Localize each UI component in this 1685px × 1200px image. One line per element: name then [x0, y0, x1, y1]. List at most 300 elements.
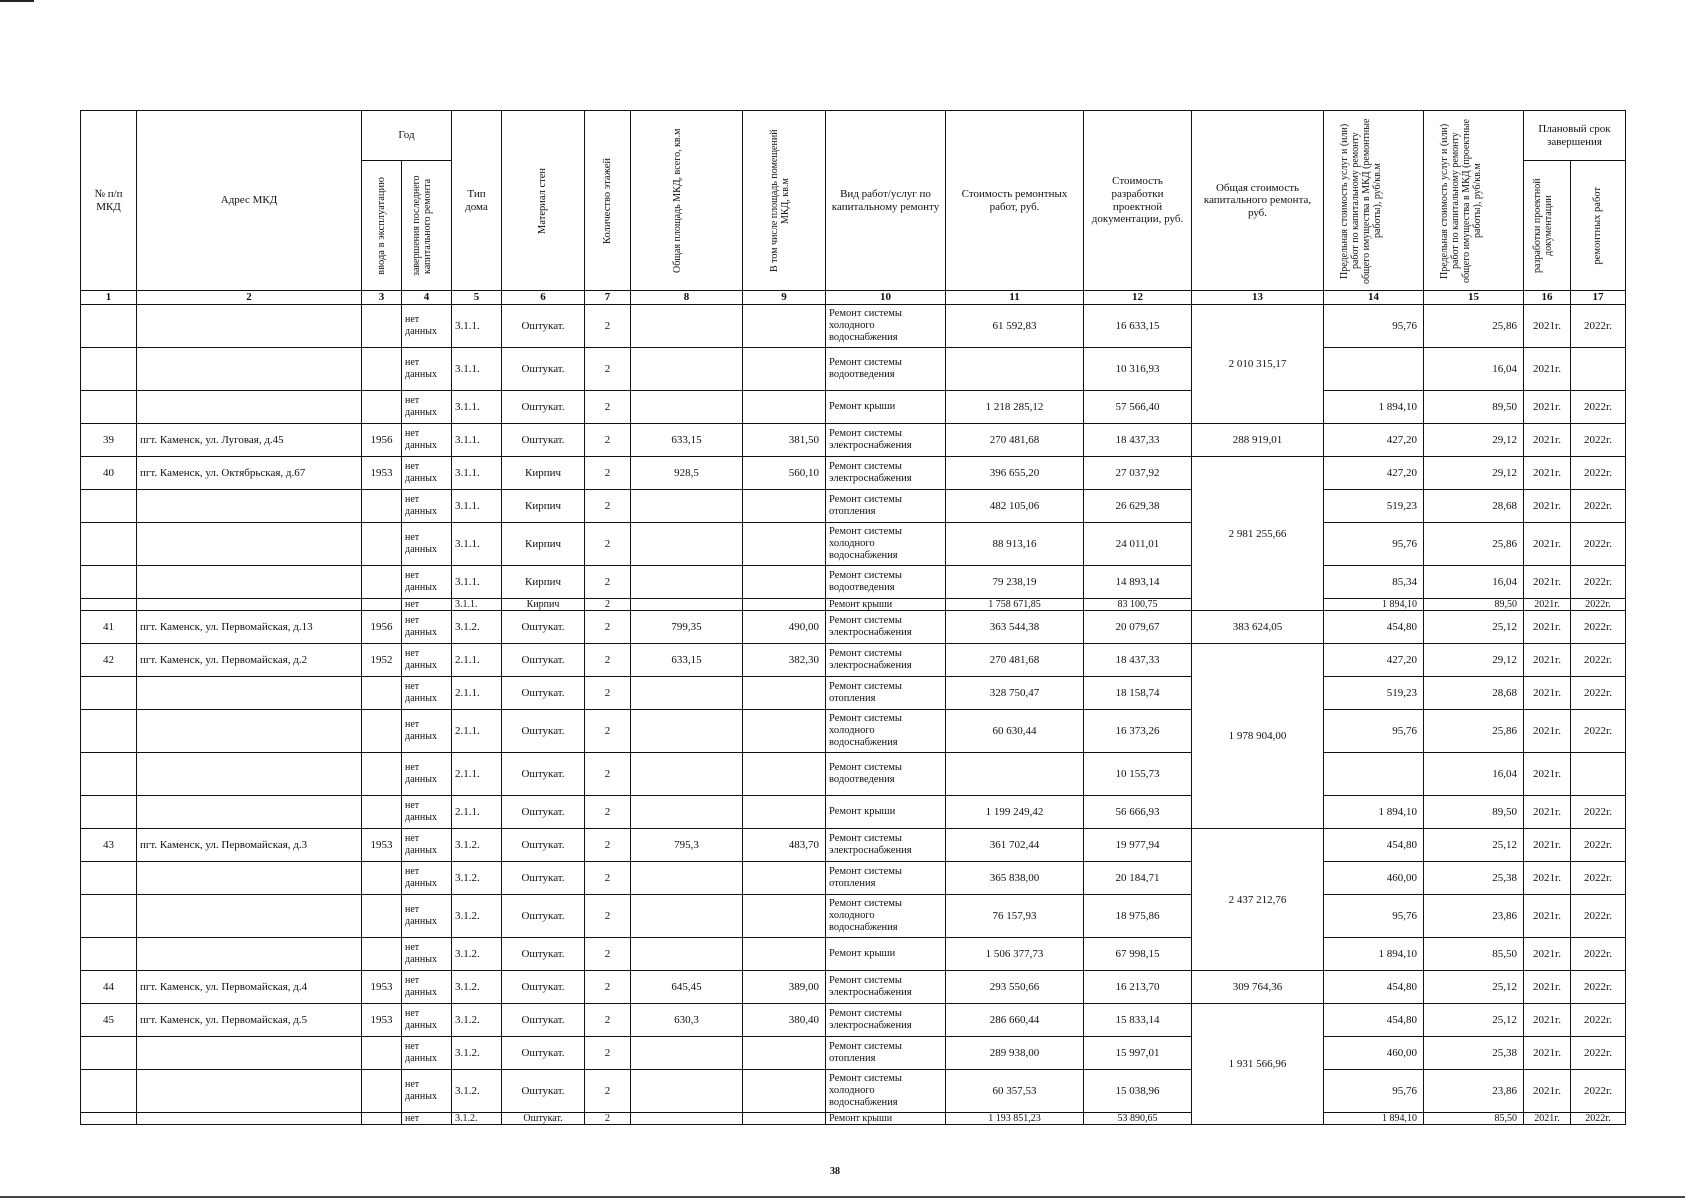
table-row	[81, 457, 1626, 490]
cell-premises-area	[743, 566, 826, 599]
cell-wall-material: Оштукат.	[502, 305, 585, 348]
cell-deadline-design: 2021г.	[1524, 305, 1571, 348]
cell-design-cost: 56 666,93	[1084, 796, 1192, 829]
cell-limit-design: 25,86	[1424, 710, 1524, 753]
cell-year-last-repair: нет данных	[402, 457, 452, 490]
cell-deadline-repair: 2022г.	[1571, 862, 1626, 895]
table-row	[81, 424, 1626, 457]
cell-house-type: 3.1.2.	[452, 1113, 502, 1125]
cell-mkd-number	[81, 1037, 137, 1070]
cell-house-type: 3.1.2.	[452, 1070, 502, 1113]
cell-limit-design: 25,12	[1424, 829, 1524, 862]
cell-house-type: 2.1.1.	[452, 796, 502, 829]
table-row	[81, 677, 1626, 710]
header-wall-material-text: Материал стен	[537, 167, 549, 234]
cell-repair-cost: 1 199 249,42	[946, 796, 1084, 829]
cell-repair-cost: 1 506 377,73	[946, 938, 1084, 971]
cell-total-area	[631, 490, 743, 523]
cell-floors: 2	[585, 1113, 631, 1125]
cell-house-type: 2.1.1.	[452, 753, 502, 796]
cell-premises-area	[743, 677, 826, 710]
cell-mkd-number	[81, 523, 137, 566]
cell-limit-repair: 427,20	[1324, 644, 1424, 677]
cell-limit-repair: 95,76	[1324, 710, 1424, 753]
cell-repair-cost: 396 655,20	[946, 457, 1084, 490]
cell-limit-design: 28,68	[1424, 677, 1524, 710]
table-row	[81, 796, 1626, 829]
cell-mkd-number: 41	[81, 611, 137, 644]
cell-repair-cost: 482 105,06	[946, 490, 1084, 523]
cell-wall-material: Оштукат.	[502, 1070, 585, 1113]
column-number: 8	[631, 291, 743, 305]
cell-total-area: 795,3	[631, 829, 743, 862]
cell-deadline-design: 2021г.	[1524, 599, 1571, 611]
cell-address: пгт. Каменск, ул. Первомайская, д.5	[137, 1004, 362, 1037]
cell-total-cost: 1 978 904,00	[1192, 644, 1324, 829]
table-row	[81, 753, 1626, 796]
column-numbers-row	[81, 291, 1626, 305]
cell-work-type: Ремонт системы электроснабжения	[826, 1004, 946, 1037]
cell-year-last-repair: нет данных	[402, 611, 452, 644]
cell-year-entry	[362, 677, 402, 710]
cell-limit-design: 85,50	[1424, 1113, 1524, 1125]
cell-mkd-number: 43	[81, 829, 137, 862]
cell-deadline-repair: 2022г.	[1571, 1113, 1626, 1125]
cell-floors: 2	[585, 348, 631, 391]
column-number: 12	[1084, 291, 1192, 305]
cell-mkd-number	[81, 938, 137, 971]
cell-limit-repair: 1 894,10	[1324, 796, 1424, 829]
cell-deadline-repair: 2022г.	[1571, 895, 1626, 938]
cell-deadline-design: 2021г.	[1524, 523, 1571, 566]
cell-limit-design: 28,68	[1424, 490, 1524, 523]
cell-wall-material: Оштукат.	[502, 1037, 585, 1070]
cell-address	[137, 796, 362, 829]
cell-address	[137, 348, 362, 391]
cell-work-type: Ремонт системы холодного водоснабжения	[826, 710, 946, 753]
cell-year-entry	[362, 1070, 402, 1113]
cell-limit-repair: 1 894,10	[1324, 599, 1424, 611]
cell-wall-material: Оштукат.	[502, 895, 585, 938]
cell-floors: 2	[585, 644, 631, 677]
cell-floors: 2	[585, 895, 631, 938]
cell-total-area	[631, 1037, 743, 1070]
cell-design-cost: 27 037,92	[1084, 457, 1192, 490]
table-row	[81, 710, 1626, 753]
cell-wall-material: Оштукат.	[502, 391, 585, 424]
cell-limit-design: 25,12	[1424, 971, 1524, 1004]
cell-house-type: 3.1.1.	[452, 523, 502, 566]
cell-limit-design: 23,86	[1424, 895, 1524, 938]
cell-mkd-number	[81, 348, 137, 391]
cell-house-type: 3.1.2.	[452, 1004, 502, 1037]
cell-house-type: 3.1.2.	[452, 611, 502, 644]
cell-repair-cost: 289 938,00	[946, 1037, 1084, 1070]
cell-repair-cost: 365 838,00	[946, 862, 1084, 895]
cell-design-cost: 19 977,94	[1084, 829, 1192, 862]
cell-deadline-repair: 2022г.	[1571, 424, 1626, 457]
cell-premises-area: 389,00	[743, 971, 826, 1004]
cell-house-type: 3.1.1.	[452, 348, 502, 391]
cell-deadline-design: 2021г.	[1524, 611, 1571, 644]
cell-premises-area	[743, 753, 826, 796]
cell-limit-repair: 1 894,10	[1324, 391, 1424, 424]
cell-premises-area	[743, 938, 826, 971]
cell-house-type: 3.1.1.	[452, 566, 502, 599]
cell-repair-cost: 1 218 285,12	[946, 391, 1084, 424]
cell-design-cost: 15 833,14	[1084, 1004, 1192, 1037]
cell-wall-material: Оштукат.	[502, 348, 585, 391]
cell-wall-material: Кирпич	[502, 566, 585, 599]
cell-limit-design: 29,12	[1424, 457, 1524, 490]
cell-house-type: 3.1.2.	[452, 862, 502, 895]
cell-deadline-repair: 2022г.	[1571, 796, 1626, 829]
header-deadline-design-text: разработки проектной документации	[1532, 178, 1554, 273]
cell-limit-repair: 454,80	[1324, 1004, 1424, 1037]
column-number: 13	[1192, 291, 1324, 305]
cell-floors: 2	[585, 710, 631, 753]
cell-floors: 2	[585, 1004, 631, 1037]
table-row	[81, 1070, 1626, 1113]
cell-year-last-repair: нет данных	[402, 710, 452, 753]
cell-address	[137, 1037, 362, 1070]
cell-total-cost: 288 919,01	[1192, 424, 1324, 457]
cell-work-type: Ремонт крыши	[826, 1113, 946, 1125]
cell-year-entry	[362, 1037, 402, 1070]
header-deadline-repair-text: ремонтных работ	[1592, 186, 1604, 265]
header-total-area	[631, 111, 743, 291]
cell-house-type: 3.1.1.	[452, 457, 502, 490]
cell-design-cost: 20 184,71	[1084, 862, 1192, 895]
cell-wall-material: Оштукат.	[502, 753, 585, 796]
cell-year-entry	[362, 348, 402, 391]
cell-mkd-number	[81, 895, 137, 938]
header-total-area-text: Общая площадь МКД, всего, кв.м	[671, 128, 683, 273]
cell-address: пгт. Каменск, ул. Первомайская, д.2	[137, 644, 362, 677]
cell-design-cost: 15 038,96	[1084, 1070, 1192, 1113]
cell-year-last-repair: нет данных	[402, 938, 452, 971]
cell-deadline-repair: 2022г.	[1571, 611, 1626, 644]
cell-wall-material: Кирпич	[502, 490, 585, 523]
column-number: 1	[81, 291, 137, 305]
cell-work-type: Ремонт крыши	[826, 796, 946, 829]
header-deadline-repair	[1571, 161, 1626, 291]
cell-deadline-repair	[1571, 348, 1626, 391]
cell-deadline-repair: 2022г.	[1571, 710, 1626, 753]
cell-limit-repair: 454,80	[1324, 611, 1424, 644]
table-row	[81, 566, 1626, 599]
cell-house-type: 3.1.1.	[452, 391, 502, 424]
header-limit-design	[1424, 111, 1524, 291]
cell-total-cost: 1 931 566,96	[1192, 1004, 1324, 1125]
cell-design-cost: 26 629,38	[1084, 490, 1192, 523]
cell-floors: 2	[585, 829, 631, 862]
cell-limit-repair: 460,00	[1324, 862, 1424, 895]
cell-premises-area	[743, 862, 826, 895]
cell-year-last-repair: нет данных	[402, 348, 452, 391]
cell-mkd-number: 40	[81, 457, 137, 490]
header-repair-cost: Стоимость ремонтных работ, руб.	[946, 111, 1084, 291]
cell-wall-material: Оштукат.	[502, 862, 585, 895]
cell-limit-design: 16,04	[1424, 348, 1524, 391]
header-limit-design-text: Предельная стоимость услуг и (или) работ по капитальному ремонту общего имущества в МКД (проектные работы), руб/кв.м	[1438, 118, 1483, 283]
cell-address	[137, 391, 362, 424]
cell-year-entry: 1953	[362, 829, 402, 862]
header-work-type: Вид работ/услуг по капитальному ремонту	[826, 111, 946, 291]
cell-house-type: 3.1.1.	[452, 424, 502, 457]
cell-year-last-repair: нет данных	[402, 644, 452, 677]
table-row	[81, 938, 1626, 971]
cell-design-cost: 53 890,65	[1084, 1113, 1192, 1125]
cell-design-cost: 18 158,74	[1084, 677, 1192, 710]
cell-mkd-number	[81, 1113, 137, 1125]
cell-design-cost: 16 633,15	[1084, 305, 1192, 348]
cell-mkd-number	[81, 566, 137, 599]
cell-limit-repair: 95,76	[1324, 523, 1424, 566]
cell-year-last-repair: нет данных	[402, 1070, 452, 1113]
cell-year-entry	[362, 490, 402, 523]
cell-total-cost: 2 981 255,66	[1192, 457, 1324, 611]
header-limit-repair	[1324, 111, 1424, 291]
cell-limit-design: 29,12	[1424, 424, 1524, 457]
cell-address: пгт. Каменск, ул. Луговая, д.45	[137, 424, 362, 457]
cell-limit-design: 89,50	[1424, 599, 1524, 611]
cell-deadline-repair: 2022г.	[1571, 1037, 1626, 1070]
cell-design-cost: 16 373,26	[1084, 710, 1192, 753]
cell-house-type: 3.1.2.	[452, 829, 502, 862]
page-number: 38	[830, 1166, 840, 1177]
cell-work-type: Ремонт системы холодного водоснабжения	[826, 305, 946, 348]
cell-total-cost: 309 764,36	[1192, 971, 1324, 1004]
cell-design-cost: 83 100,75	[1084, 599, 1192, 611]
cell-total-area: 633,15	[631, 424, 743, 457]
column-number: 10	[826, 291, 946, 305]
cell-year-last-repair: нет данных	[402, 490, 452, 523]
cell-floors: 2	[585, 566, 631, 599]
cell-total-area: 928,5	[631, 457, 743, 490]
table-row	[81, 348, 1626, 391]
cell-year-entry	[362, 753, 402, 796]
cell-work-type: Ремонт системы отопления	[826, 677, 946, 710]
cell-deadline-repair: 2022г.	[1571, 490, 1626, 523]
cell-wall-material: Оштукат.	[502, 796, 585, 829]
cell-deadline-repair: 2022г.	[1571, 1070, 1626, 1113]
cell-premises-area: 490,00	[743, 611, 826, 644]
column-number: 5	[452, 291, 502, 305]
cell-work-type: Ремонт системы электроснабжения	[826, 971, 946, 1004]
cell-limit-design: 23,86	[1424, 1070, 1524, 1113]
cell-work-type: Ремонт системы электроснабжения	[826, 457, 946, 490]
cell-total-area	[631, 566, 743, 599]
cell-work-type: Ремонт системы электроснабжения	[826, 611, 946, 644]
cell-repair-cost: 61 592,83	[946, 305, 1084, 348]
cell-design-cost: 57 566,40	[1084, 391, 1192, 424]
cell-limit-repair: 95,76	[1324, 1070, 1424, 1113]
cell-work-type: Ремонт системы отопления	[826, 1037, 946, 1070]
cell-limit-design: 25,12	[1424, 1004, 1524, 1037]
cell-limit-repair: 519,23	[1324, 677, 1424, 710]
cell-floors: 2	[585, 677, 631, 710]
cell-premises-area	[743, 1113, 826, 1125]
cell-mkd-number: 44	[81, 971, 137, 1004]
cell-limit-repair: 519,23	[1324, 490, 1424, 523]
cell-house-type: 3.1.1.	[452, 599, 502, 611]
column-number: 7	[585, 291, 631, 305]
cell-address	[137, 938, 362, 971]
column-number: 15	[1424, 291, 1524, 305]
column-number: 11	[946, 291, 1084, 305]
table-row	[81, 611, 1626, 644]
cell-limit-repair: 427,20	[1324, 424, 1424, 457]
capital-repair-table	[80, 110, 1626, 1125]
cell-work-type: Ремонт системы холодного водоснабжения	[826, 895, 946, 938]
cell-wall-material: Оштукат.	[502, 611, 585, 644]
cell-limit-repair: 460,00	[1324, 1037, 1424, 1070]
header-floors	[585, 111, 631, 291]
cell-deadline-design: 2021г.	[1524, 677, 1571, 710]
cell-total-area	[631, 862, 743, 895]
cell-deadline-design: 2021г.	[1524, 457, 1571, 490]
cell-limit-design: 25,86	[1424, 523, 1524, 566]
cell-premises-area	[743, 391, 826, 424]
cell-design-cost: 24 011,01	[1084, 523, 1192, 566]
cell-limit-design: 25,38	[1424, 1037, 1524, 1070]
cell-year-last-repair: нет	[402, 599, 452, 611]
table-row	[81, 305, 1626, 348]
cell-repair-cost: 1 758 671,85	[946, 599, 1084, 611]
table-row	[81, 829, 1626, 862]
cell-deadline-design: 2021г.	[1524, 490, 1571, 523]
cell-deadline-design: 2021г.	[1524, 753, 1571, 796]
cell-floors: 2	[585, 862, 631, 895]
cell-wall-material: Оштукат.	[502, 644, 585, 677]
cell-floors: 2	[585, 523, 631, 566]
cell-repair-cost: 76 157,93	[946, 895, 1084, 938]
column-number: 16	[1524, 291, 1571, 305]
cell-limit-repair: 454,80	[1324, 829, 1424, 862]
cell-year-entry	[362, 895, 402, 938]
cell-year-entry	[362, 305, 402, 348]
cell-total-area	[631, 523, 743, 566]
cell-repair-cost	[946, 753, 1084, 796]
cell-premises-area	[743, 1070, 826, 1113]
cell-total-area	[631, 796, 743, 829]
cell-year-entry: 1956	[362, 424, 402, 457]
cell-repair-cost: 79 238,19	[946, 566, 1084, 599]
header-premises-area	[743, 111, 826, 291]
cell-premises-area	[743, 348, 826, 391]
cell-floors: 2	[585, 1037, 631, 1070]
cell-year-entry	[362, 566, 402, 599]
cell-deadline-repair: 2022г.	[1571, 523, 1626, 566]
cell-limit-design: 85,50	[1424, 938, 1524, 971]
cell-deadline-design: 2021г.	[1524, 566, 1571, 599]
column-number: 9	[743, 291, 826, 305]
cell-wall-material: Оштукат.	[502, 677, 585, 710]
cell-year-last-repair: нет данных	[402, 1037, 452, 1070]
cell-house-type: 2.1.1.	[452, 710, 502, 753]
table-body	[81, 305, 1626, 1125]
cell-premises-area	[743, 895, 826, 938]
cell-address	[137, 1113, 362, 1125]
header-year-last-repair-text: завершения последнего капитального ремонта	[410, 175, 433, 276]
column-number: 14	[1324, 291, 1424, 305]
cell-deadline-repair: 2022г.	[1571, 391, 1626, 424]
header-deadline-design	[1524, 161, 1571, 291]
cell-limit-design: 16,04	[1424, 753, 1524, 796]
cell-design-cost: 67 998,15	[1084, 938, 1192, 971]
table-row	[81, 971, 1626, 1004]
cell-deadline-design: 2021г.	[1524, 1070, 1571, 1113]
cell-wall-material: Оштукат.	[502, 424, 585, 457]
cell-year-last-repair: нет данных	[402, 424, 452, 457]
cell-limit-repair: 95,76	[1324, 895, 1424, 938]
cell-address	[137, 710, 362, 753]
cell-work-type: Ремонт системы холодного водоснабжения	[826, 1070, 946, 1113]
cell-total-area: 633,15	[631, 644, 743, 677]
cell-address: пгт. Каменск, ул. Первомайская, д.13	[137, 611, 362, 644]
cell-year-last-repair: нет данных	[402, 971, 452, 1004]
header-deadline-group: Плановый срок завершения	[1524, 111, 1626, 161]
cell-deadline-design: 2021г.	[1524, 348, 1571, 391]
cell-limit-repair: 427,20	[1324, 457, 1424, 490]
cell-premises-area: 382,30	[743, 644, 826, 677]
cell-total-area	[631, 938, 743, 971]
cell-premises-area	[743, 305, 826, 348]
cell-limit-design: 16,04	[1424, 566, 1524, 599]
table-row	[81, 644, 1626, 677]
cell-floors: 2	[585, 938, 631, 971]
cell-floors: 2	[585, 796, 631, 829]
cell-mkd-number	[81, 1070, 137, 1113]
header-premises-area-text: В том числе площадь помещений МКД, кв.м	[769, 129, 791, 272]
cell-total-area	[631, 391, 743, 424]
cell-limit-design: 25,38	[1424, 862, 1524, 895]
cell-floors: 2	[585, 305, 631, 348]
cell-floors: 2	[585, 611, 631, 644]
cell-deadline-design: 2021г.	[1524, 829, 1571, 862]
cell-premises-area	[743, 796, 826, 829]
header-year-entry	[362, 161, 402, 291]
cell-premises-area: 560,10	[743, 457, 826, 490]
cell-limit-repair: 1 894,10	[1324, 1113, 1424, 1125]
cell-address	[137, 490, 362, 523]
cell-limit-repair	[1324, 753, 1424, 796]
cell-total-area	[631, 895, 743, 938]
cell-total-area	[631, 1113, 743, 1125]
cell-wall-material: Кирпич	[502, 523, 585, 566]
cell-year-entry: 1953	[362, 971, 402, 1004]
cell-work-type: Ремонт крыши	[826, 938, 946, 971]
cell-wall-material: Кирпич	[502, 599, 585, 611]
cell-year-last-repair: нет данных	[402, 391, 452, 424]
cell-mkd-number	[81, 490, 137, 523]
header-total-cost: Общая стоимость капитального ремонта, руб.	[1192, 111, 1324, 291]
cell-repair-cost: 363 544,38	[946, 611, 1084, 644]
cell-address	[137, 677, 362, 710]
cell-year-entry	[362, 599, 402, 611]
cell-year-last-repair: нет данных	[402, 305, 452, 348]
cell-limit-design: 25,12	[1424, 611, 1524, 644]
cell-year-last-repair: нет данных	[402, 523, 452, 566]
cell-year-entry	[362, 862, 402, 895]
cell-deadline-design: 2021г.	[1524, 971, 1571, 1004]
cell-deadline-design: 2021г.	[1524, 1037, 1571, 1070]
cell-repair-cost: 60 630,44	[946, 710, 1084, 753]
cell-limit-design: 25,86	[1424, 305, 1524, 348]
cell-deadline-repair: 2022г.	[1571, 457, 1626, 490]
column-number: 17	[1571, 291, 1626, 305]
